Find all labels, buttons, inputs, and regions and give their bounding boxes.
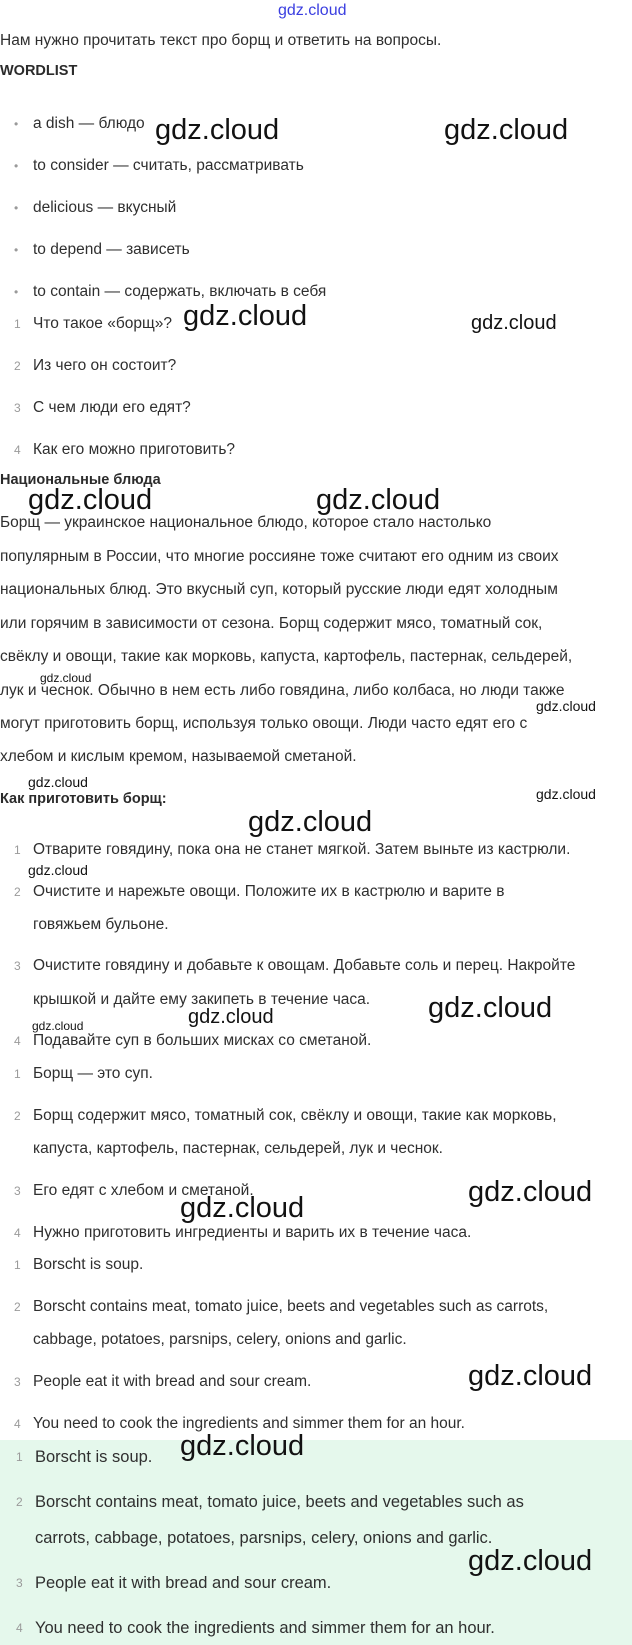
watermark: gdz.cloud <box>32 1019 84 1033</box>
bullet-icon: • <box>14 285 19 299</box>
paragraph-line: могут приготовить борщ, используя только овощи. Люди часто едят его с <box>0 715 528 732</box>
watermark: gdz.cloud <box>28 862 88 878</box>
bullet-icon: • <box>14 117 19 131</box>
watermark: gdz.cloud <box>248 806 373 838</box>
watermark: gdz.cloud <box>428 992 553 1024</box>
watermark: gdz.cloud <box>444 114 569 146</box>
watermark: gdz.cloud <box>28 484 153 516</box>
watermark: gdz.cloud <box>536 698 596 714</box>
paragraph-line: национальных блюд. Это вкусный суп, который русские люди едят холодным <box>0 581 558 598</box>
paragraph-line: Борщ — украинское национальное блюдо, которое стало настолько <box>0 514 492 531</box>
paragraph-line: популярным в России, что многие россияне тоже считают его одним из своих <box>0 548 559 565</box>
watermark: gdz.cloud <box>183 300 308 332</box>
page: gdz.cloud Нам нужно прочитать текст про борщ и ответить на вопросы. WORDLIST • a dish — блюдо • to consider — считать, рассматривать • delicious — вкусный • to depend — зависеть • to contain — содержать, включать в себя 1 Что такое «борщ»? 2 Из чего он состоит? 3 С чем люди его едят? 4 Как его можно приготовить? Национальные блюда Борщ — украинское национальное блюдо, которое стало настолько популярным в России, что многие россияне тоже считают его одним из своих национальных блюд. Это вкусный суп, который русские люди едят холодным или горячим в зависимости от сезона. Борщ содержит мясо, томатный сок, свёклу и овощи, такие как морковь, капуста, картофель, пастернак, сельдерей, лук и чеснок. Обычно в нем есть либо говядина, либо колбаса, но люди также могут приготовить борщ, используя только овощи. Люди часто едят его с хлебом и кислым кремом, называемой сметаной. Как приготовить борщ: 1 Отварите говядину, пока она не станет мягкой. Затем выньте из кастрюли. 2 Очистите и нарежьте овощи. Положите их в кастрюлю и варите в говяжьем бульоне. 3 Очистите говядину и добавьте к овощам. Добавьте соль и перец. Накройте крышкой и дайте ему закипеть в течение часа. 4 Подавайте суп в больших мисках со сметаной. 1 Борщ — это суп. 2 Борщ содержит мясо, томатный сок, свёклу и овощи, такие как морковь, капуста, картофель, пастернак, сельдерей, лук и чеснок. 3 Его едят с хлебом и сметаной. 4 Нужно приготовить ингредиенты и варить их в течение часа. 1 Borscht is soup. 2 Borscht contains meat, tomato juice, beets and vegetables such as carrots, cabbage, potatoes, parsnips, celery, onions and garlic. 3 People eat it with bread and sour cream. 4 You need to cook the ingredients and simmer them for an hour. 1 Borscht is soup. 2 Borscht contains meat, tomato juice, beets and vegetables such as carrots, cabbage, potatoes, parsnips, celery, onions and garlic. 3 People eat it with bread and sour cream. 4 You need to cook the ingredients and simmer them for an hour. gdz.cloud gdz.cloud gdz.cloud gdz.cloud gdz.cloud gdz.cloud gdz.cloud gdz.cloud gdz.cloud gdz.cloud gdz.cloud gdz.cloud gdz.cloud gdz.cloud gdz.cloud gdz.cloud gdz.cloud gdz.cloud gdz.cloud gdz.cloud <box>0 0 632 1645</box>
watermark: gdz.cloud <box>180 1430 305 1462</box>
paragraph-line: лук и чеснок. Обычно в нем есть либо говядина, либо колбаса, но люди также <box>0 682 565 699</box>
watermark: gdz.cloud <box>188 1006 274 1028</box>
bullet-icon: • <box>14 243 19 257</box>
watermark: gdz.cloud <box>536 786 596 802</box>
intro-text: Нам нужно прочитать текст про борщ и ответить на вопросы. <box>0 32 442 49</box>
paragraph-line: хлебом и кислым кремом, называемой сметаной. <box>0 748 357 765</box>
national-dishes-heading: Национальные блюда <box>0 472 161 488</box>
watermark: gdz.cloud <box>468 1545 593 1577</box>
watermark: gdz.cloud <box>316 484 441 516</box>
wordlist-heading: WORDLIST <box>0 63 78 79</box>
how-to-cook-heading: Как приготовить борщ: <box>0 791 167 807</box>
watermark: gdz.cloud <box>468 1176 593 1208</box>
bullet-icon: • <box>14 159 19 173</box>
watermark: gdz.cloud <box>471 312 557 334</box>
paragraph-line: или горячим в зависимости от сезона. Борщ содержит мясо, томатный сок, <box>0 615 543 632</box>
watermark: gdz.cloud <box>28 774 88 790</box>
paragraph-line: свёклу и овощи, такие как морковь, капуста, картофель, пастернак, сельдерей, <box>0 648 573 665</box>
bullet-icon: • <box>14 201 19 215</box>
watermark: gdz.cloud <box>40 671 92 685</box>
top-watermark: gdz.cloud <box>278 2 347 19</box>
watermark: gdz.cloud <box>468 1360 593 1392</box>
watermark: gdz.cloud <box>155 114 280 146</box>
watermark: gdz.cloud <box>180 1192 305 1224</box>
